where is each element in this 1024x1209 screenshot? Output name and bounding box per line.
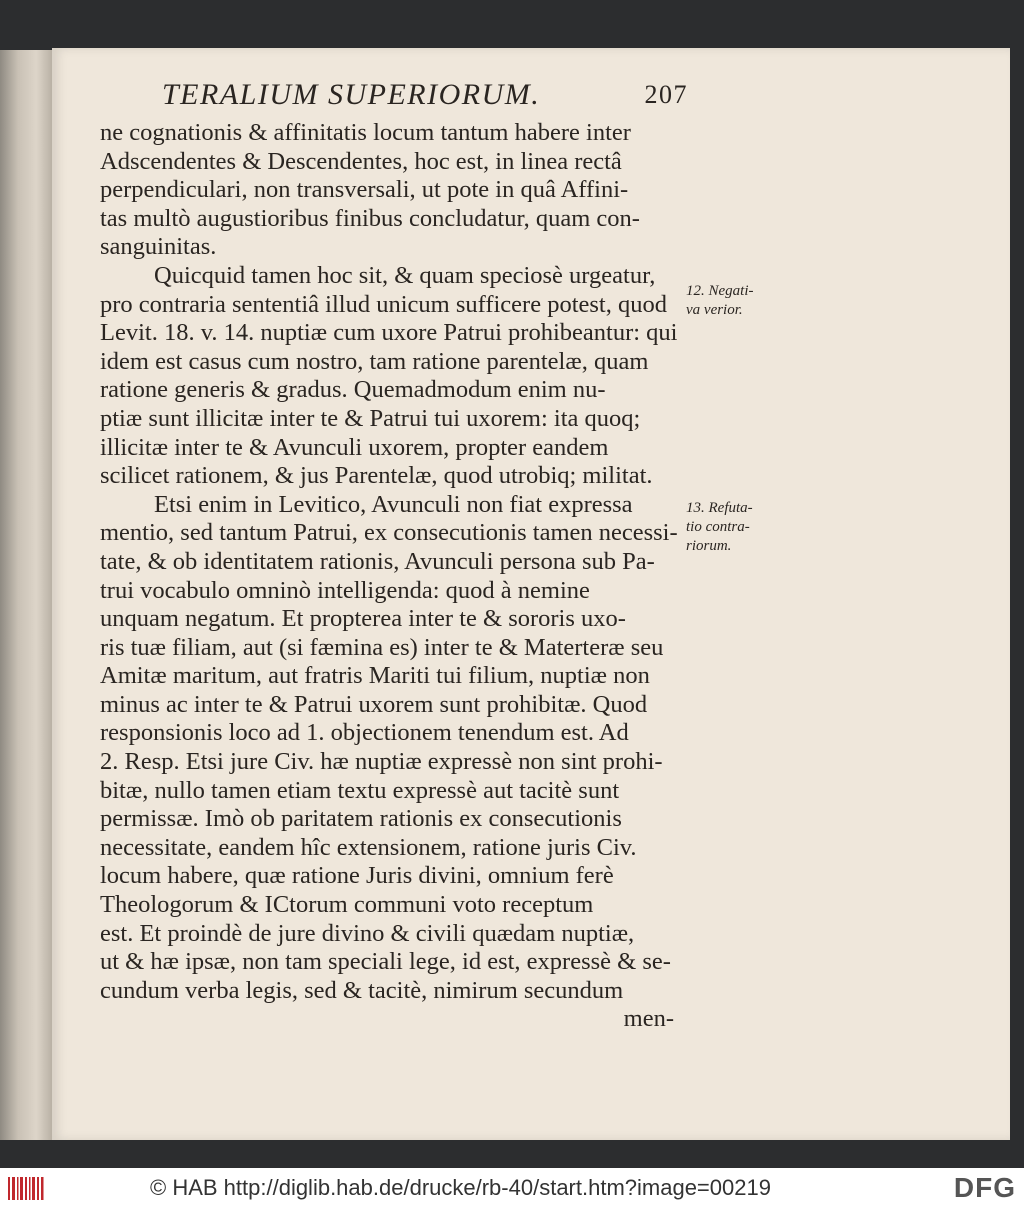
text-line: illicitæ inter te & Avunculi uxorem, propter eandem xyxy=(100,433,609,461)
marginal-note-line: tio contra- xyxy=(686,519,750,535)
text-line: ris tuæ filiam, aut (si fæmina es) inter te & Materteræ seu xyxy=(100,633,664,661)
text-line: mentio, sed tantum Patrui, ex consecutionis tamen necessi- xyxy=(100,519,678,547)
page-number: 207 xyxy=(644,80,688,109)
marginal-note-13 xyxy=(686,499,796,556)
viewer-footer xyxy=(0,1168,1024,1209)
text-line: perpendiculari, non transversali, ut pote in quâ Affini- xyxy=(100,176,629,204)
text-line: permissæ. Imò ob paritatem rationis ex consecutionis xyxy=(100,805,622,833)
body-text xyxy=(100,119,680,1034)
text-line: trui vocabulo omninò intelligenda: quod à nemine xyxy=(100,576,590,604)
text-line: locum habere, quæ ratione Juris divini, omnium ferè xyxy=(100,862,614,890)
text-line: Levit. 18. v. 14. nuptiæ cum uxore Patrui prohibeantur: qui xyxy=(100,319,678,347)
text-line: pro contraria sententiâ illud unicum sufficere potest, quod xyxy=(100,290,667,318)
text-line: cundum verba legis, sed & tacitè, nimirum secundum xyxy=(100,976,624,1004)
text-line: bitæ, nullo tamen etiam textu expressè aut tacitè sunt xyxy=(100,776,620,804)
catchword: men- xyxy=(623,1005,674,1033)
text-line: est. Et proindè de jure divino & civili quædam nuptiæ, xyxy=(100,919,635,947)
text-line: ratione generis & gradus. Quemadmodum enim nu- xyxy=(100,376,606,404)
marginal-note-line: va verior. xyxy=(686,302,743,318)
text-line: ne cognationis & affinitatis locum tantum habere inter xyxy=(100,119,631,146)
text-line: Adscendentes & Descendentes, hoc est, in linea rectâ xyxy=(100,147,622,175)
text-line: Etsi enim in Levitico, Avunculi non fiat expressa xyxy=(154,490,633,518)
hab-barcode-logo-icon xyxy=(6,1174,46,1203)
text-line: 2. Resp. Etsi jure Civ. hæ nuptiæ expressè non sint prohi- xyxy=(100,748,663,776)
text-line: tas multò augustioribus finibus concludatur, quam con- xyxy=(100,204,640,232)
marginal-note-line: 13. Refuta- xyxy=(686,500,753,516)
text-line: necessitate, eandem hîc extensionem, ratione juris Civ. xyxy=(100,833,637,861)
text-line: Quicquid tamen hoc sit, & quam speciosè urgeatur, xyxy=(154,261,656,289)
page-header xyxy=(148,78,688,114)
text-line: unquam negatum. Et propterea inter te & sororis uxo- xyxy=(100,605,626,633)
text-line: tate, & ob identitatem rationis, Avunculi persona sub Pa- xyxy=(100,547,655,575)
marginal-note-line: riorum. xyxy=(686,538,732,554)
text-line: ptiæ sunt illicitæ inter te & Patrui tui uxorem: ita quoq; xyxy=(100,404,641,432)
text-line: responsionis loco ad 1. objectionem tenendum est. Ad xyxy=(100,719,629,747)
previous-page-edge xyxy=(0,50,52,1140)
marginal-note-line: 12. Negati- xyxy=(686,283,754,299)
text-line: ut & hæ ipsæ, non tam speciali lege, id est, expressè & se- xyxy=(100,948,671,976)
text-line: sanguinitas. xyxy=(100,233,217,261)
text-line: Amitæ maritum, aut fratris Mariti tui filium, nuptiæ non xyxy=(100,662,650,690)
text-line: minus ac inter te & Patrui uxorem sunt prohibitæ. Quod xyxy=(100,690,648,718)
text-line: scilicet rationem, & jus Parentelæ, quod utrobiq; militat. xyxy=(100,462,653,490)
running-title: TERALIUM SUPERIORUM. xyxy=(162,78,541,111)
marginal-note-12 xyxy=(686,282,796,320)
attribution-link[interactable]: © HAB http://diglib.hab.de/drucke/rb-40/start.htm?image=00219 xyxy=(150,1175,771,1200)
dfg-logo: DFG xyxy=(953,1172,1016,1203)
text-line: idem est casus cum nostro, tam ratione parentelæ, quam xyxy=(100,347,649,375)
text-line: Theologorum & ICtorum communi voto receptum xyxy=(100,891,594,919)
